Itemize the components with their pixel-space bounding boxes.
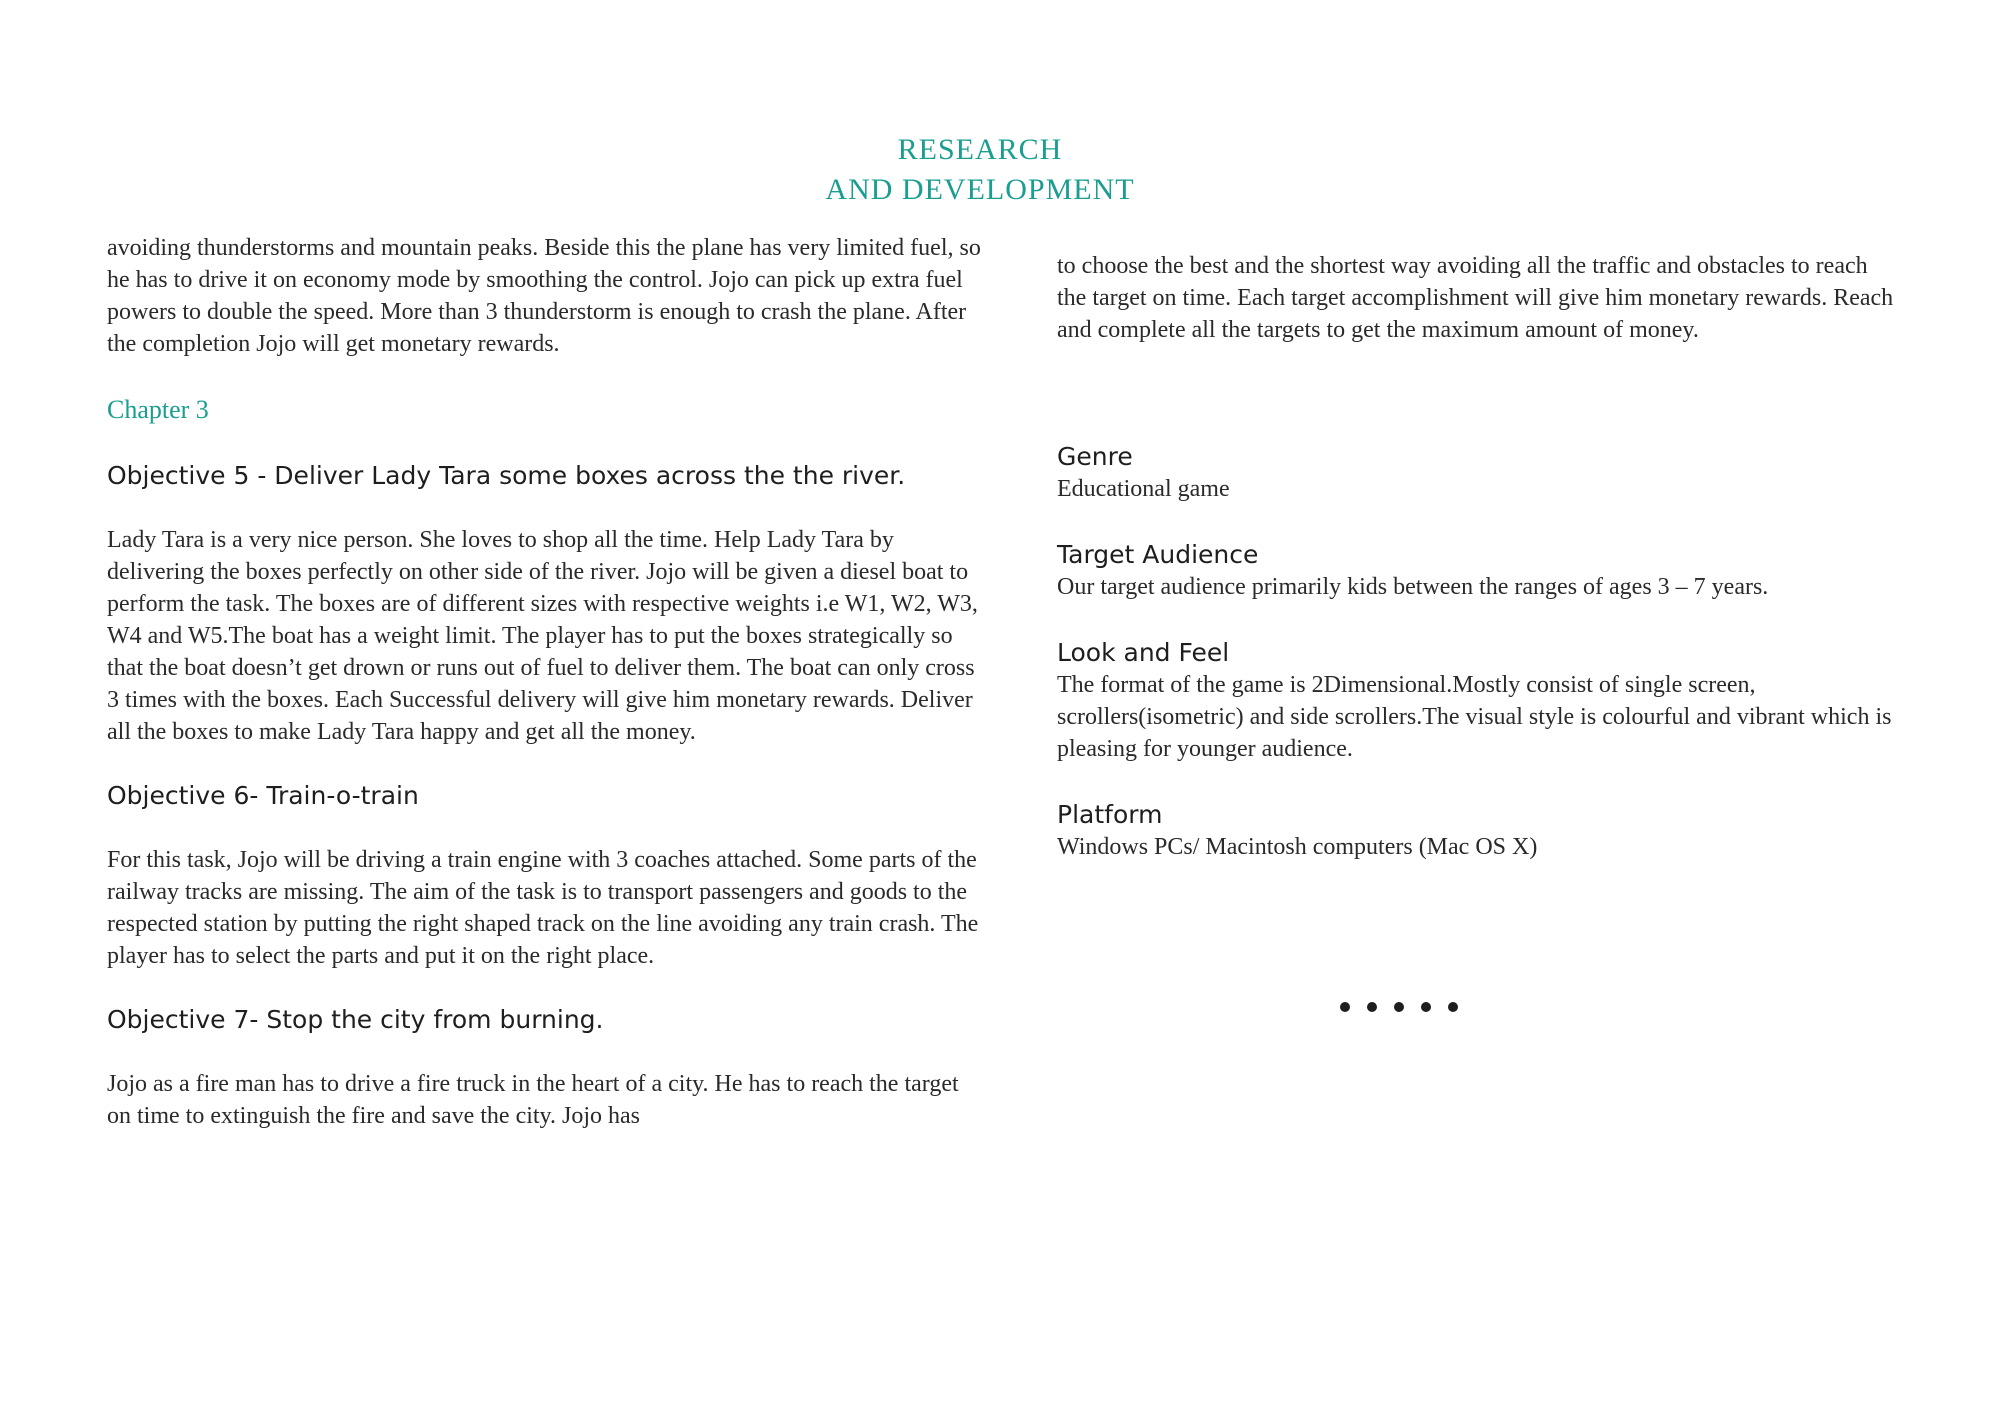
objective-6-title: Objective 6- Train-o-train	[107, 781, 419, 810]
section-body: The format of the game is 2Dimensional.Mostly consist of single screen, scrollers(isometric) and side scrollers.The visual style is colourful and vibrant which is pleasing for younger audience.	[1057, 672, 1892, 762]
right-column	[1057, 250, 1897, 897]
section-platform	[1057, 799, 1897, 863]
objective-5-body: Lady Tara is a very nice person. She loves to shop all the time. Help Lady Tara by delivering the boxes perfectly on other side of the river. Jojo will be given a diesel boat to perform the task. The boxes are of different sizes with respective weights i.e W1, W2, W3, W4 and W5.The boat has a weight limit. The player has to put the boxes strategically so that the boat doesn’t get drown or runs out of fuel to deliver them. The boat can only cross 3 times with the boxes. Each Successful delivery will give him monetary rewards. Deliver all the boxes to make Lady Tara happy and get all the money.	[107, 527, 978, 745]
dot-icon	[1394, 1002, 1404, 1012]
objective-7-body: Jojo as a fire man has to drive a fire truck in the heart of a city. He has to reach the target on time to extinguish the fire and save the city. Jojo has	[107, 1071, 959, 1129]
objective-7-title: Objective 7- Stop the city from burning.	[107, 1005, 604, 1034]
left-column	[107, 232, 987, 1132]
objective-6-body-part2: respected station by putting the right shaped track on the line avoiding any train crash. The player has to select the parts and put it on the right place.	[107, 911, 979, 969]
section-body: Educational game	[1057, 476, 1230, 502]
info-sections	[1057, 441, 1897, 863]
section-genre	[1057, 441, 1897, 505]
section-title: Genre	[1057, 442, 1133, 471]
right-intro-paragraph: to choose the best and the shortest way avoiding all the traffic and obstacles to reach the target on time. Each target accomplishment will give him monetary rewards. Reach and complete all the targets to get the maximum amount of money.	[1057, 253, 1894, 343]
section-body: Windows PCs/ Macintosh computers (Mac OS X)	[1057, 834, 1538, 860]
dot-icon	[1421, 1002, 1431, 1012]
objective-6-body-part1: For this task, Jojo will be driving a train engine with 3 coaches attached. Some parts of the railway tracks are missing. The aim of the task is to transport passengers and goods to the	[107, 847, 977, 905]
section-title: Look and Feel	[1057, 638, 1230, 667]
left-intro-paragraph: avoiding thunderstorms and mountain peaks. Beside this the plane has very limited fuel, so he has to drive it on economy mode by smoothing the control. Jojo can pick up extra fuel powers to double the speed. More than 3 thunderstorm is enough to crash the plane. After the completion Jojo will get monetary rewards.	[107, 235, 981, 357]
chapter-heading: Chapter 3	[107, 395, 209, 424]
section-body: Our target audience primarily kids between the ranges of ages 3 – 7 years.	[1057, 574, 1769, 600]
page-header	[0, 130, 1960, 210]
header-line-2: AND DEVELOPMENT	[825, 173, 1135, 206]
section-look-and-feel	[1057, 637, 1897, 765]
header-line-1: RESEARCH	[897, 133, 1063, 166]
objective-5-title: Objective 5 - Deliver Lady Tara some boxes across the the river.	[107, 461, 906, 490]
section-title: Target Audience	[1057, 540, 1259, 569]
section-title: Platform	[1057, 800, 1163, 829]
end-ornament-dots	[1340, 1002, 1458, 1012]
dot-icon	[1448, 1002, 1458, 1012]
section-target-audience	[1057, 539, 1897, 603]
dot-icon	[1340, 1002, 1350, 1012]
dot-icon	[1367, 1002, 1377, 1012]
